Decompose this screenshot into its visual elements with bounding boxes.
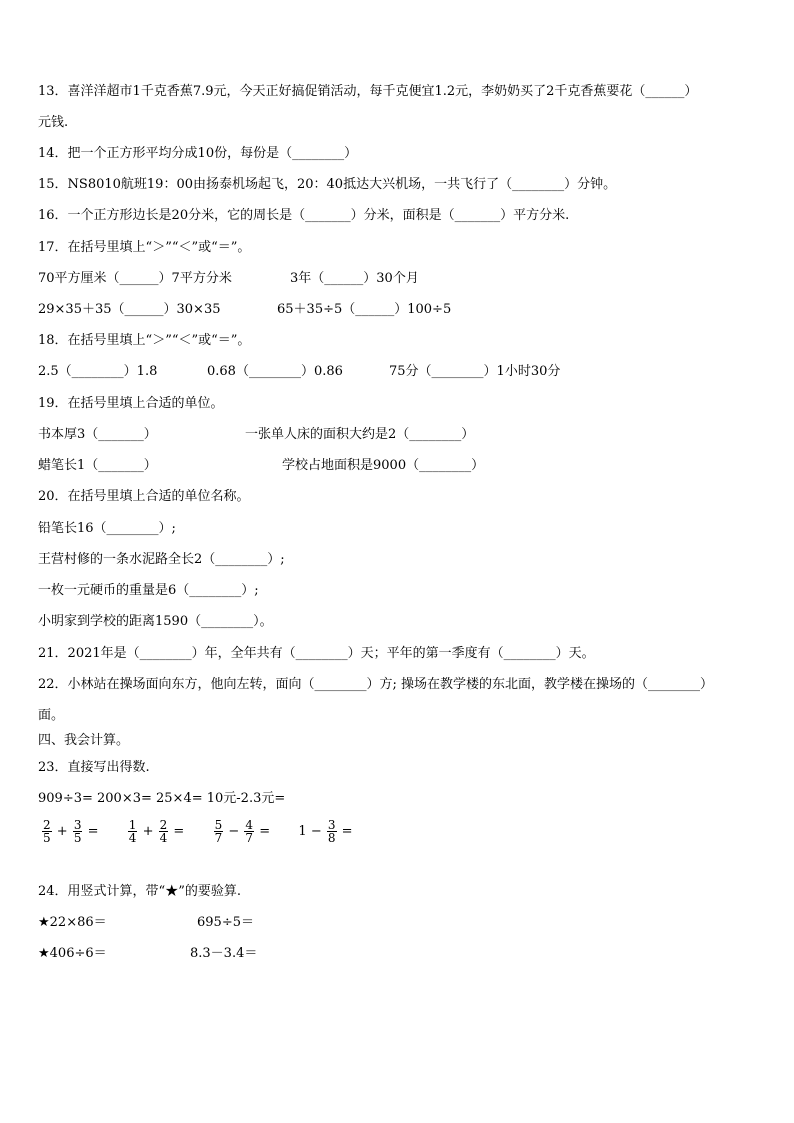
frac-num: 2 — [159, 818, 168, 832]
q24-c: ★406÷6＝ — [38, 946, 107, 961]
q20-title: 20．在括号里填上合适的单位名称。 — [38, 489, 250, 504]
frac-num: 5 — [214, 818, 223, 832]
q17-c: 29×35＋35（______）30×35 — [38, 302, 221, 317]
frac-op: − — [310, 824, 322, 839]
q23-title: 23．直接写出得数. — [38, 760, 150, 775]
whole-number: 1 — [298, 824, 307, 839]
q24-b: 695÷5＝ — [197, 915, 254, 930]
frac-den: 5 — [73, 831, 82, 845]
q22-line1: 22．小林站在操场面向东方，他向左转，面向（________）方; 操场在教学楼的东北面，教学楼在操场的（________） — [38, 677, 714, 692]
q19-title: 19．在括号里填上合适的单位。 — [38, 396, 224, 411]
q23-row1: 909÷3= 200×3= 25×4= 10元-2.3元= — [38, 791, 286, 806]
q17-a: 70平方厘米（______）7平方分米 — [38, 271, 232, 286]
fraction-expr-3 — [213, 818, 271, 846]
q24-a: ★22×86＝ — [38, 915, 107, 930]
q17-title: 17．在括号里填上“＞”“＜”或“＝”。 — [38, 240, 251, 255]
frac-eq: = — [341, 824, 353, 839]
frac-eq: = — [259, 824, 271, 839]
q23-fraction-row — [38, 818, 356, 847]
q20-d: 小明家到学校的距离1590（________）。 — [38, 614, 273, 629]
q20-c: 一枚一元硬币的重量是6（________）; — [38, 583, 259, 598]
q22-line2: 面。 — [38, 708, 65, 723]
frac-num: 3 — [327, 818, 336, 832]
frac-num: 1 — [128, 818, 137, 832]
q24-d: 8.3－3.4＝ — [190, 946, 258, 961]
frac-op: − — [228, 824, 240, 839]
q14: 14．把一个正方形平均分成10份，每份是（________） — [38, 146, 358, 161]
frac-den: 5 — [43, 831, 51, 845]
frac-op: + — [142, 824, 154, 839]
q24-title: 24．用竖式计算，带“★”的要验算. — [38, 884, 241, 899]
frac-den: 8 — [327, 831, 336, 845]
q21: 21．2021年是（________）年，全年共有（________）天；平年的第一季度有（________）天。 — [38, 646, 595, 661]
frac-num: 4 — [245, 818, 254, 832]
q18-c: 75分（________）1小时30分 — [389, 364, 561, 379]
q19-c: 蜡笔长1（_______） — [38, 458, 157, 473]
q17-b: 3年（______）30个月 — [290, 271, 419, 286]
q19-a: 书本厚3（_______） — [38, 427, 157, 442]
q19-d: 学校占地面积是9000（________） — [282, 458, 485, 473]
frac-eq: = — [87, 824, 99, 839]
q18-a: 2.5（________）1.8 — [38, 364, 158, 379]
frac-num: 3 — [73, 818, 82, 832]
frac-num: 2 — [43, 818, 51, 832]
q18-b: 0.68（________）0.86 — [207, 364, 343, 379]
q19-b: 一张单人床的面积大约是2（________） — [245, 427, 475, 442]
q17-d: 65＋35÷5（______）100÷5 — [277, 302, 452, 317]
fraction-expr-4 — [298, 818, 352, 846]
q13-line1: 13．喜洋洋超市1千克香蕉7.9元，今天正好搞促销活动，每千克便宜1.2元，李奶奶买了2千克香蕉要花（______） — [38, 84, 698, 99]
section-four-heading: 四、我会计算。 — [38, 733, 130, 748]
fraction-expr-2 — [127, 818, 185, 846]
frac-den: 4 — [159, 831, 168, 845]
frac-den: 7 — [245, 831, 254, 845]
frac-den: 7 — [214, 831, 223, 845]
frac-den: 4 — [128, 831, 137, 845]
q13-line2: 元钱. — [38, 115, 69, 130]
q20-a: 铅笔长16（________）; — [38, 521, 176, 536]
q15: 15．NS8010航班19：00由扬泰机场起飞，20：40抵达大兴机场，一共飞行了（________）分钟。 — [38, 177, 617, 192]
q20-b: 王营村修的一条水泥路全长2（________）; — [38, 552, 285, 567]
fraction-expr-1 — [41, 818, 99, 846]
q18-title: 18．在括号里填上“＞”“＜”或“＝”。 — [38, 333, 251, 348]
frac-eq: = — [173, 824, 185, 839]
q16: 16．一个正方形边长是20分米，它的周长是（_______）分米，面积是（_______）平方分米. — [38, 208, 570, 223]
frac-op: + — [56, 824, 68, 839]
